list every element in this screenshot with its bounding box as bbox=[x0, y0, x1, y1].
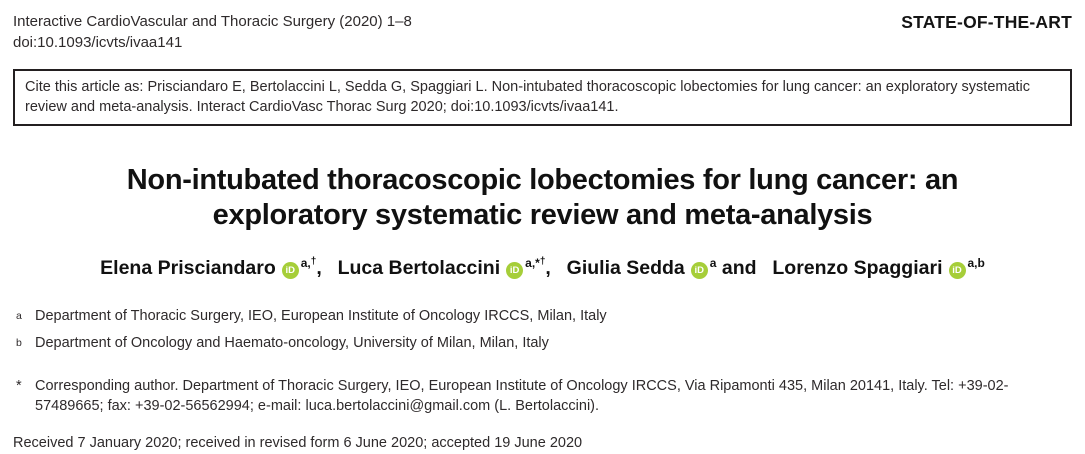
orcid-icon[interactable]: iD bbox=[691, 262, 708, 279]
affiliations-list bbox=[13, 305, 1072, 359]
author-separator: and bbox=[716, 257, 768, 279]
article-history-line: Received 7 January 2020; received in revised form 6 June 2020; accepted 19 June 2020 bbox=[13, 435, 583, 451]
author bbox=[100, 257, 316, 279]
dagger-mark: † bbox=[310, 256, 317, 267]
author-affil-sup: a,*† bbox=[525, 256, 546, 270]
author-separator: , bbox=[316, 257, 333, 279]
article-title-line2: exploratory systematic review and meta-analysis bbox=[212, 199, 873, 231]
article-title bbox=[48, 163, 1038, 233]
author-affil-sup: a,† bbox=[300, 256, 317, 270]
author-affil-sup: a,b bbox=[967, 256, 985, 270]
journal-title-line: Interactive CardioVascular and Thoracic Surgery (2020) 1–8 bbox=[13, 13, 412, 30]
author-affil-sup: a bbox=[709, 256, 717, 270]
dagger-mark: † bbox=[539, 256, 546, 267]
author-name: Elena Prisciandaro bbox=[100, 257, 276, 279]
correspondence-text-before: Corresponding author. Department of Thoracic Surgery, IEO, European Institute of Oncology IRCCS, Via Ripamonti 435, Milan 20141, Italy. Tel: +39-02-57489665; fax: +39-02-56562994; e-mail: bbox=[35, 378, 1009, 414]
citation-text: Cite this article as: Prisciandaro E, Bertolaccini L, Sedda G, Spaggiari L. Non-intubated thoracoscopic lobectomies for lung cancer: an exploratory systematic review and meta-analysis. Interact CardioVasc Thorac Surg 2020; doi:10.1093/icvts/ivaa141. bbox=[25, 79, 1031, 115]
citation-box bbox=[13, 69, 1072, 126]
article-type-label: STATE-OF-THE-ART bbox=[901, 12, 1072, 32]
orcid-icon[interactable]: iD bbox=[282, 262, 299, 279]
correspondence-text bbox=[35, 376, 1072, 416]
orcid-icon[interactable]: iD bbox=[949, 262, 966, 279]
affiliation-marker: b bbox=[16, 337, 22, 349]
email-link[interactable]: luca.bertolaccini@gmail.com bbox=[305, 398, 491, 414]
page-header bbox=[13, 11, 1072, 53]
affiliation-row bbox=[13, 332, 1072, 359]
orcid-icon[interactable]: iD bbox=[506, 262, 523, 279]
article-title-line1: Non-intubated thoracoscopic lobectomies for lung cancer: an bbox=[126, 164, 959, 196]
correspondence-marker: * bbox=[16, 378, 22, 394]
journal-info bbox=[13, 11, 412, 53]
affiliation-row bbox=[13, 305, 1072, 332]
author-name: Lorenzo Spaggiari bbox=[772, 257, 943, 279]
journal-doi-line: doi:10.1093/icvts/ivaa141 bbox=[13, 34, 183, 51]
correspondence-text-after: (L. Bertolaccini). bbox=[490, 398, 600, 414]
author-list bbox=[13, 256, 1072, 280]
affiliation-text: Department of Thoracic Surgery, IEO, European Institute of Oncology IRCCS, Milan, Italy bbox=[35, 308, 607, 324]
author-name: Luca Bertolaccini bbox=[337, 257, 501, 279]
author-separator: , bbox=[545, 257, 562, 279]
correspondence-note bbox=[13, 376, 1072, 416]
author-name: Giulia Sedda bbox=[566, 257, 685, 279]
affiliation-marker: a bbox=[16, 310, 22, 322]
author bbox=[567, 257, 717, 279]
author bbox=[338, 257, 546, 279]
author bbox=[772, 257, 984, 279]
affiliation-text: Department of Oncology and Haemato-oncology, University of Milan, Milan, Italy bbox=[35, 335, 549, 351]
